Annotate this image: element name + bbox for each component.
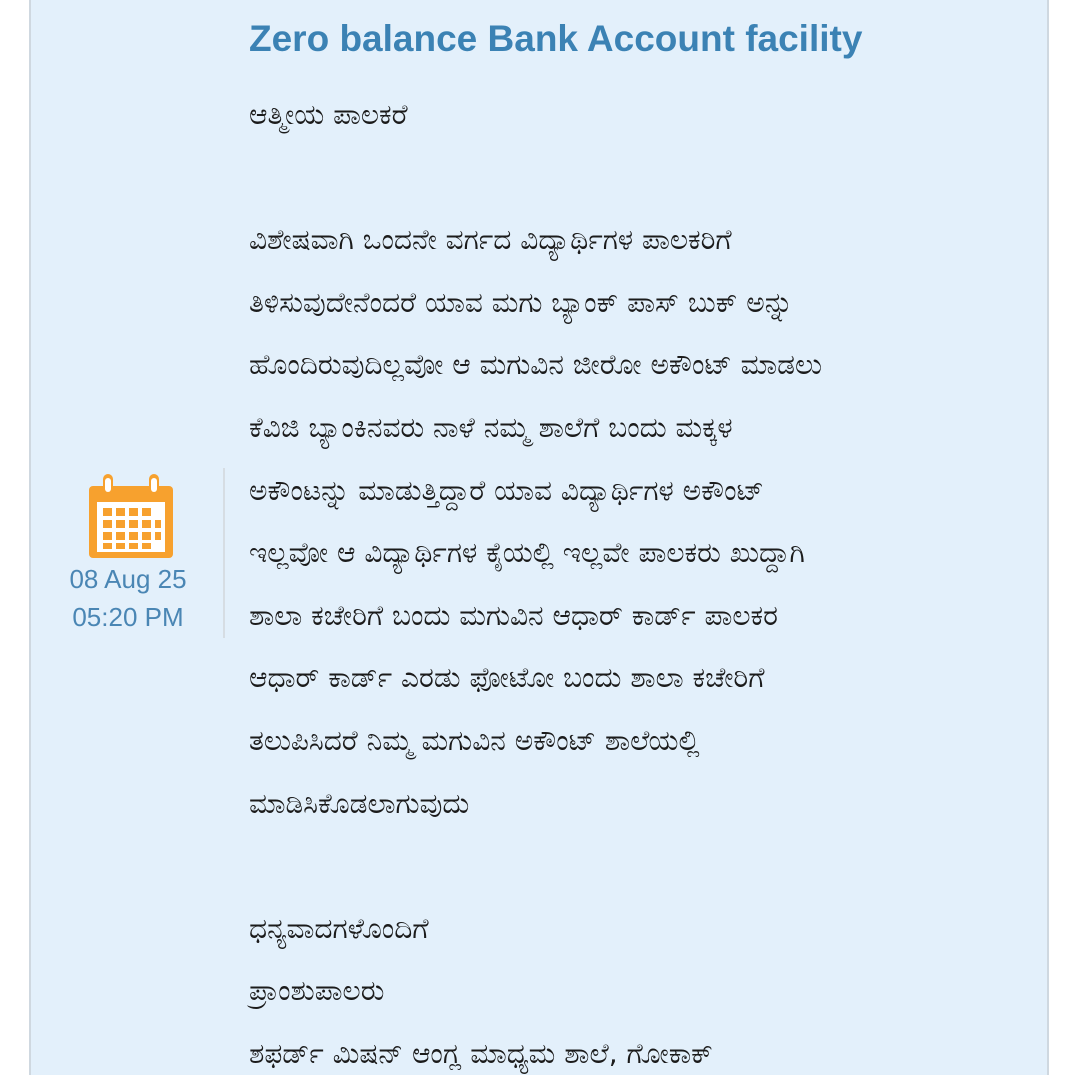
notice-body (249, 84, 1039, 1086)
notice-line: ಕೆವಿಜಿ ಬ್ಯಾಂಕಿನವರು ನಾಳೆ ನಮ್ಮ ಶಾಲೆಗೆ ಬಂದು ಮಕ್ಕಳ (249, 410, 733, 444)
notice-date-column (31, 468, 225, 638)
notice-date: 08 Aug 25 (69, 564, 187, 594)
notice-line: ಪ್ರಾಂಶುಪಾಲರು (249, 974, 385, 1008)
notice-line: ಶಫರ್ಡ್ ಮಿಷನ್ ಆಂಗ್ಲ ಮಾಧ್ಯಮ ಶಾಲೆ, ಗೋಕಾಕ್ (249, 1036, 713, 1070)
notice-line: ಮಾಡಿಸಿಕೊಡಲಾಗುವುದು (249, 786, 470, 820)
notice-line: ಆಧಾರ್ ಕಾರ್ಡ್ ಎರಡು ಫೋಟೋ ಬಂದು ಶಾಲಾ ಕಚೇರಿಗೆ (249, 661, 765, 695)
notice-line: ಇಲ್ಲವೋ ಆ ವಿದ್ಯಾರ್ಥಿಗಳ ಕೈಯಲ್ಲಿ ಇಲ್ಲವೇ ಪಾಲಕರು ಖುದ್ದಾಗಿ (249, 536, 805, 570)
notice-line (249, 835, 1039, 898)
notice-title[interactable]: Zero balance Bank Account facility (249, 18, 863, 59)
notice-line: ವಿಶೇಷವಾಗಿ ಒಂದನೇ ವರ್ಗದ ವಿದ್ಯಾರ್ಥಿಗಳ ಪಾಲಕರಿಗೆ (249, 223, 732, 257)
calendar-icon (87, 472, 175, 560)
notice-card[interactable] (29, 0, 1049, 1075)
notice-line: ಶಾಲಾ ಕಚೇರಿಗೆ ಬಂದು ಮಗುವಿನ ಆಧಾರ್ ಕಾರ್ಡ್ ಪಾಲಕರ (249, 598, 778, 632)
notice-line (249, 147, 1039, 210)
notice-line: ಆತ್ಮೀಯ ಪಾಲಕರೆ (249, 98, 408, 131)
notice-line: ತಲುಪಿಸಿದರೆ ನಿಮ್ಮ ಮಗುವಿನ ಅಕೌಂಟ್ ಶಾಲೆಯಲ್ಲಿ (249, 723, 700, 757)
notice-line: ತಿಳಿಸುವುದೇನೆಂದರೆ ಯಾವ ಮಗು ಬ್ಯಾಂಕ್ ಪಾಸ್ ಬುಕ್ ಅನ್ನು (249, 285, 793, 319)
notice-line: ಧನ್ಯವಾದಗಳೊಂದಿಗೆ (249, 911, 429, 945)
notice-time: 05:20 PM (72, 602, 184, 632)
notice-line: ಹೊಂದಿರುವುದಿಲ್ಲವೋ ಆ ಮಗುವಿನ ಜೀರೋ ಅಕೌಂಟ್ ಮಾಡಲು (249, 348, 823, 382)
notice-line: ಅಕೌಂಟನ್ನು ಮಾಡುತ್ತಿದ್ದಾರೆ ಯಾವ ವಿದ್ಯಾರ್ಥಿಗಳ ಅಕೌಂಟ್ (249, 473, 764, 507)
